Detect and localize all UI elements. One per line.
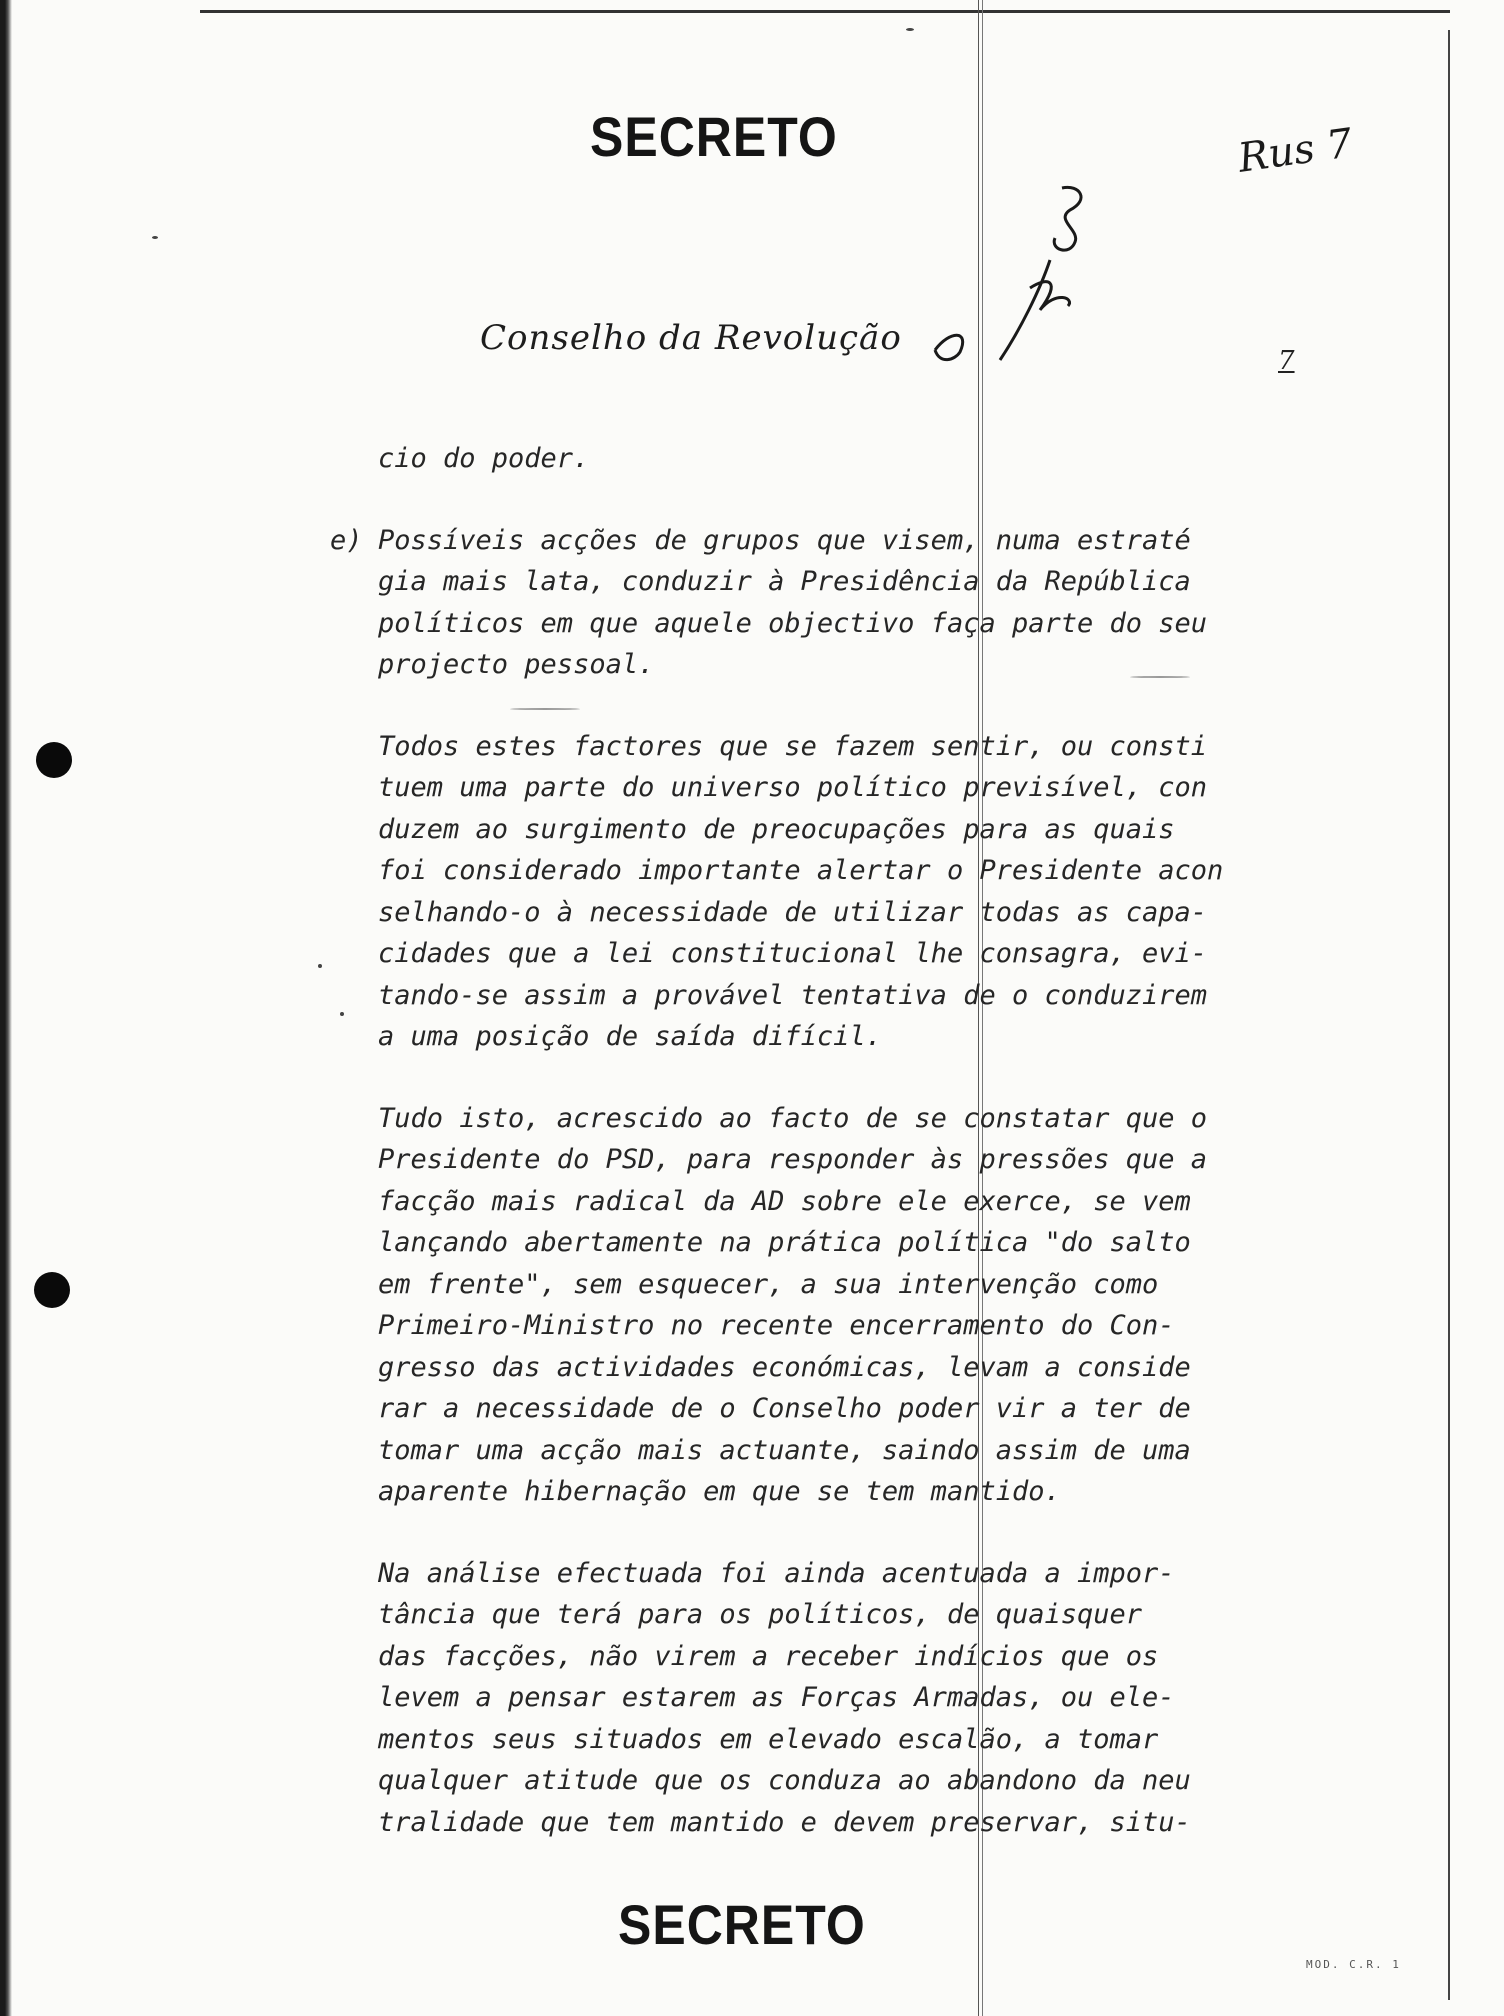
- form-code: MOD. C.R. 1: [1306, 1958, 1401, 1971]
- scan-speck: [152, 236, 158, 239]
- text-line: tando-se assim a provável tentativa de o conduzirem: [378, 979, 1208, 1011]
- text-line: Todos estes factores que se fazem sentir, ou consti: [378, 730, 1208, 762]
- text-line: tância que terá para os políticos, de quaisquer: [378, 1599, 1143, 1630]
- text-line: aparente hibernação em que se tem mantido.: [378, 1476, 1061, 1507]
- text-line: qualquer atitude que os conduza ao abandono da neu: [378, 1765, 1191, 1796]
- list-item-e: [330, 520, 1278, 686]
- text-line: projecto pessoal.: [378, 649, 655, 680]
- text-line: Tudo isto, acrescido ao facto de se constatar que o: [378, 1102, 1208, 1134]
- paragraph: [378, 1098, 1278, 1513]
- text-line: em frente", sem esquecer, a sua intervenção como: [378, 1268, 1159, 1300]
- text-line: lançando abertamente na prática política "do salto: [378, 1227, 1191, 1258]
- handwritten-signature: [930, 180, 1100, 370]
- text-line: tomar uma acção mais actuante, saindo assim de uma: [378, 1434, 1191, 1466]
- document-body: [330, 438, 1278, 1843]
- classification-stamp-top: SECRETO: [590, 105, 838, 169]
- text-line: gresso das actividades económicas, levam a conside: [378, 1351, 1191, 1383]
- list-item-label: e): [330, 524, 363, 556]
- punch-hole: [36, 742, 72, 778]
- letterhead-title: Conselho da Revolução: [480, 318, 902, 358]
- text-line: tralidade que tem mantido e devem preservar, situ-: [378, 1806, 1191, 1838]
- text-line: selhando-o à necessidade de utilizar todas as capa-: [378, 896, 1208, 928]
- text-line: políticos em que aquele objectivo faça parte do seu: [378, 607, 1208, 639]
- text-line: Possíveis acções de grupos que visem, numa estraté: [378, 524, 1191, 556]
- scan-speck: [340, 1012, 344, 1016]
- text-line: mentos seus situados em elevado escalão, a tomar: [378, 1723, 1159, 1755]
- text-line: tuem uma parte do universo político previsível, con: [378, 772, 1208, 803]
- text-line: foi considerado importante alertar o Presidente acon: [378, 855, 1224, 886]
- text-line: cidades que a lei constitucional lhe consagra, evi-: [378, 938, 1208, 969]
- handwritten-annotation: Rus 7: [1235, 120, 1356, 182]
- paragraph: [378, 726, 1278, 1058]
- text-line: Na análise efectuada foi ainda acentuada a impor-: [378, 1557, 1175, 1589]
- text-line: a uma posição de saída difícil.: [378, 1021, 882, 1052]
- scan-right-edge: [1448, 30, 1450, 2000]
- text-line: Presidente do PSD, para responder às pressões que a: [378, 1144, 1208, 1175]
- text-line: rar a necessidade de o Conselho poder vir a ter de: [378, 1393, 1191, 1424]
- scan-speck: [318, 964, 322, 968]
- text-line: Primeiro-Ministro no recente encerramento do Con-: [378, 1310, 1175, 1341]
- scan-left-edge: [0, 0, 12, 2016]
- continuation-line: cio do poder.: [378, 443, 590, 474]
- text-line: levem a pensar estarem as Forças Armadas, ou ele-: [378, 1682, 1175, 1713]
- text-line: duzem ao surgimento de preocupações para as quais: [378, 813, 1175, 845]
- scan-speck: [906, 28, 914, 31]
- paragraph: [378, 1553, 1278, 1844]
- classification-stamp-bottom: SECRETO: [618, 1893, 866, 1957]
- text-line: das facções, não virem a receber indícios que os: [378, 1640, 1159, 1672]
- page-number: 7: [1278, 346, 1295, 376]
- punch-hole: [34, 1272, 70, 1308]
- text-line: gia mais lata, conduzir à Presidência da República: [378, 566, 1191, 597]
- scan-top-rule: [200, 10, 1450, 13]
- text-line: facção mais radical da AD sobre ele exerce, se vem: [378, 1185, 1191, 1217]
